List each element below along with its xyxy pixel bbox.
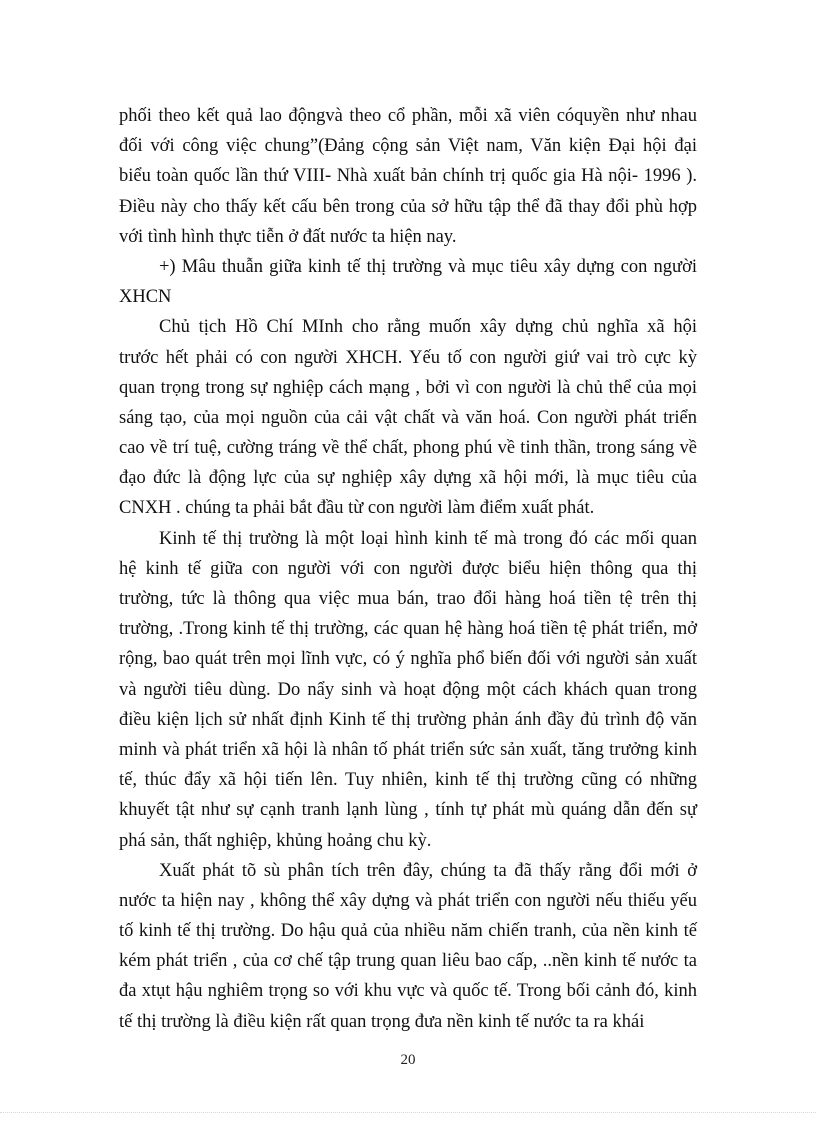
page-number: 20 xyxy=(400,1052,416,1068)
text-line: minh và phát triển xã hội là nhân tố phát triển sức sản xuất, tăng trưởng kinh xyxy=(119,739,697,760)
text-line: cao về trí tuệ, cường tráng về thể chất, phong phú về tinh thần, trong sáng về xyxy=(119,438,697,459)
text-line: biểu toàn quốc lần thứ VIII- Nhà xuất bản chính trị quốc gia Hà nội- 1996 ). xyxy=(119,166,697,187)
text-line: phá sản, thất nghiệp, khủng hoảng chu kỳ. xyxy=(119,830,432,851)
text-line: trường, tức là thông qua việc mua bán, trao đổi hàng hoá tiền tệ trên thị xyxy=(119,589,697,609)
text-line: Kinh tế thị trường là một loại hình kinh tế mà trong đó các mối quan xyxy=(159,528,697,549)
text-line: rộng, bao quát trên mọi lĩnh vực, có ý nghĩa phổ biến đối với người sản xuất xyxy=(119,649,697,670)
text-line: đạo đức là động lực của sự nghiệp xây dựng xã hội mới, là mục tiêu của xyxy=(119,468,697,489)
text-line: đối với công việc chung”(Đảng cộng sản Việt nam, Văn kiện Đại hội đại xyxy=(119,136,697,157)
text-line: khuyết tật như sự cạnh tranh lạnh lùng , tính tự phát mù quáng dẫn đến sự xyxy=(119,800,697,821)
text-line: trước hết phải có con người XHCH. Yếu tố con người giứ vai trò cực kỳ xyxy=(119,347,697,368)
text-line: CNXH . chúng ta phải bắt đầu từ con người làm điểm xuất phát. xyxy=(119,498,595,519)
section-heading-line: XHCN xyxy=(119,287,172,308)
text-line: phối theo kết quả lao độngvà theo cổ phần, mỗi xã viên cóquyền như nhau xyxy=(119,106,697,126)
text-line: điều kiện lịch sử nhất định Kinh tế thị trường phản ánh đầy đủ trình độ văn xyxy=(119,709,697,730)
section-heading-line: +) Mâu thuẫn giữa kinh tế thị trường và mục tiêu xây dựng con người xyxy=(159,256,697,277)
text-line: tố kinh tế thị trường. Do hậu quả của nhiều năm chiến tranh, của nền kinh tế xyxy=(119,921,697,942)
text-line: quan trọng trong sự nghiệp cách mạng , bởi vì con người là chủ thể của mọi xyxy=(119,377,697,398)
body-text xyxy=(119,101,697,1037)
text-line: trường, .Trong kinh tế thị trường, các quan hệ hàng hoá tiền tệ phát triển, mở xyxy=(119,619,697,640)
bottom-divider xyxy=(0,1112,816,1113)
text-line: kém phát triển , của cơ chế tập trung quan liêu bao cấp, ..nền kinh tế nước ta xyxy=(119,951,697,972)
text-line: đa xtụt hậu nghiêm trọng so với khu vực và quốc tế. Trong bối cảnh đó, kinh xyxy=(119,981,697,1002)
text-line: nước ta hiện nay , không thể xây dựng và phát triển con người nếu thiếu yếu xyxy=(119,890,697,911)
text-line: Xuất phát tõ sù phân tích trên đây, chúng ta đã thấy rằng đổi mới ở xyxy=(159,860,697,881)
text-line: với tình hình thực tiễn ở đất nước ta hiện nay. xyxy=(119,226,457,247)
text-line: tế, thúc đẩy xã hội tiến lên. Tuy nhiên, kinh tế thị trường cũng có những xyxy=(119,770,697,791)
text-line: Điều này cho thấy kết cấu bên trong của sở hữu tập thể đã thay đổi phù hợp xyxy=(119,196,697,217)
text-line: và người tiêu dùng. Do nẩy sinh và hoạt động một cách khách quan trong xyxy=(119,679,697,700)
text-line: hệ kinh tế giữa con người với con người được biểu hiện thông qua thị xyxy=(119,558,697,579)
text-line: Chủ tịch Hồ Chí MInh cho rằng muốn xây dựng chủ nghĩa xã hội xyxy=(159,317,697,338)
text-line: tế thị trường là điều kiện rất quan trọng đưa nền kinh tế nước ta ra khái xyxy=(119,1011,645,1032)
text-line: sáng tạo, của mọi nguồn của cải vật chất và văn hoá. Con người phát triển xyxy=(119,407,697,428)
